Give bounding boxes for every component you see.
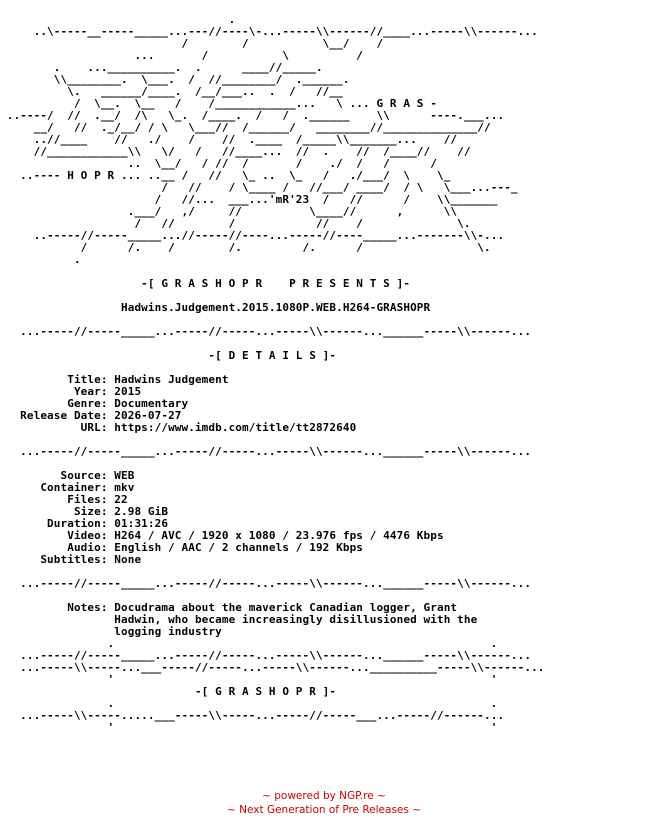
logo-line: ... / \ / [0,49,364,62]
deco-line: ...-----//-----_____...-----//-----...-----\\------...______-----\\------... [0,649,532,662]
tech-block [0,470,648,566]
grashopr-header: -[ G R A S H O P R ]- [0,685,337,698]
footer-tagline: ~ Next Generation of Pre Releases ~ [227,804,421,816]
deco-line: ' ' [0,721,498,734]
detail-label: Title: [0,373,108,386]
logo-line: . ...__________. . ____//_____. [0,61,323,74]
tech-value: WEB [107,469,135,482]
detail-label: URL: [0,421,108,434]
detail-value: 2026-07-27 [107,409,182,422]
tech-row-subtitles [0,554,648,566]
detail-value: Documentary [107,397,189,410]
detail-value: Hadwins Judgement [107,373,229,386]
logo-line: \. ______/____. /__/___.. . / //__ [0,85,343,98]
top-spacer [0,0,648,14]
notes-text-line: Docudrama about the maverick Canadian logger, Grant [107,601,458,614]
details-header: -[ D E T A I L S ]- [0,349,337,362]
deco-line: ' ' [0,673,498,686]
tech-value: None [107,553,142,566]
notes-text-line: logging industry [107,625,222,638]
detail-value: 2015 [107,385,142,398]
logo-line: / // / \____ / //___/ ____/ / \ \___...---_ [0,181,518,194]
tech-value: 2.98 GiB [107,505,169,518]
imdb-url: https://www.imdb.com/title/tt2872640 [107,421,357,434]
tech-value: 22 [107,493,128,506]
tech-value: mkv [107,481,135,494]
tech-label: Size: [0,505,108,518]
tech-label: Container: [0,481,108,494]
logo-line: ..-----//-----_____...//-----//----...-----//----_____...-------\\-... [0,229,505,242]
deco-line: ...-----\\-----.....___-----\\-----...-----//-----___...-----//------... [0,709,505,722]
deco-separator-block-2 [0,698,648,734]
tech-label: Duration: [0,517,108,530]
logo-line: / / \__/ / [0,37,384,50]
deco-line: ...-----\\-----...___-----//-----...-----\\------...__________-----\\------... [0,661,545,674]
logo-line: \\________. \___. / //________/ .______. [0,73,350,86]
separator: ...-----//-----_____...-----//-----...-----\\------...______-----\\------... [0,445,532,458]
notes-text-line: Hadwin, who became increasingly disillusioned with the [107,613,478,626]
tech-label: Files: [0,493,108,506]
detail-label: Year: [0,385,108,398]
logo-line: ..---- H O P R ... ..__ / // \_ .. \_ / ./___/ \ \_ [0,169,451,182]
footer-powered-by: ~ powered by NGP.re ~ [262,790,386,802]
detail-label: Genre: [0,397,108,410]
logo-line: . [0,13,236,26]
separator: ...-----//-----_____...-----//-----...-----\\------...______-----\\------... [0,325,532,338]
tech-value: English / AAC / 2 channels / 192 Kbps [107,541,364,554]
logo-line: ..\-----__-----_____...---//----\-...-----\\------//____...-----\\------... [0,25,538,38]
logo-line: ..//____ // ./ / // .____ /_____\\_______... // [0,133,458,146]
logo-line: / /. / /. /. / \. [0,241,491,254]
notes-block [0,602,648,638]
release-name: Hadwins.Judgement.2015.1080P.WEB.H264-GRASHOPR [0,301,431,314]
deco-line: . . [0,637,498,650]
details-block [0,374,648,434]
presents-header: -[ G R A S H O P R P R E S E N T S ]- [0,277,411,290]
detail-label: Release Date: [0,409,108,422]
tech-label: Subtitles: [0,553,108,566]
tech-label: Video: [0,529,108,542]
logo-line: .. \__/ / // / / ./ / / / [0,157,437,170]
detail-row-url [0,422,648,434]
logo-line: .___/ ,/ // \____// , \\ [0,205,458,218]
logo-line: //____________\\ \/ / //____... // . // /____// // [0,145,471,158]
logo-line: . [0,253,81,266]
deco-line: . . [0,697,498,710]
ascii-logo [0,14,648,266]
logo-line: / \__. \__ / /____________... \ ... G R A S - [0,97,437,110]
tech-label: Audio: [0,541,108,554]
tech-value: 01:31:26 [107,517,169,530]
logo-line: __/ // ._/__/ / \ \___// /______/ ________//______________// [0,121,491,134]
notes-label: Notes: [0,601,108,614]
separator: ...-----//-----_____...-----//-----...-----\\------...______-----\\------... [0,577,532,590]
logo-line: / //... ___...'mR'23 / // / \\_______ [0,193,498,206]
tech-value: H264 / AVC / 1920 x 1080 / 23.976 fps / 4476 Kbps [107,529,444,542]
tech-label: Source: [0,469,108,482]
logo-line: ..----/ // .__/ /\ \_. /____. / / .______ \\ ----.___... [0,109,505,122]
logo-line: / // / // / \. [0,217,471,230]
deco-separator-block [0,638,648,686]
